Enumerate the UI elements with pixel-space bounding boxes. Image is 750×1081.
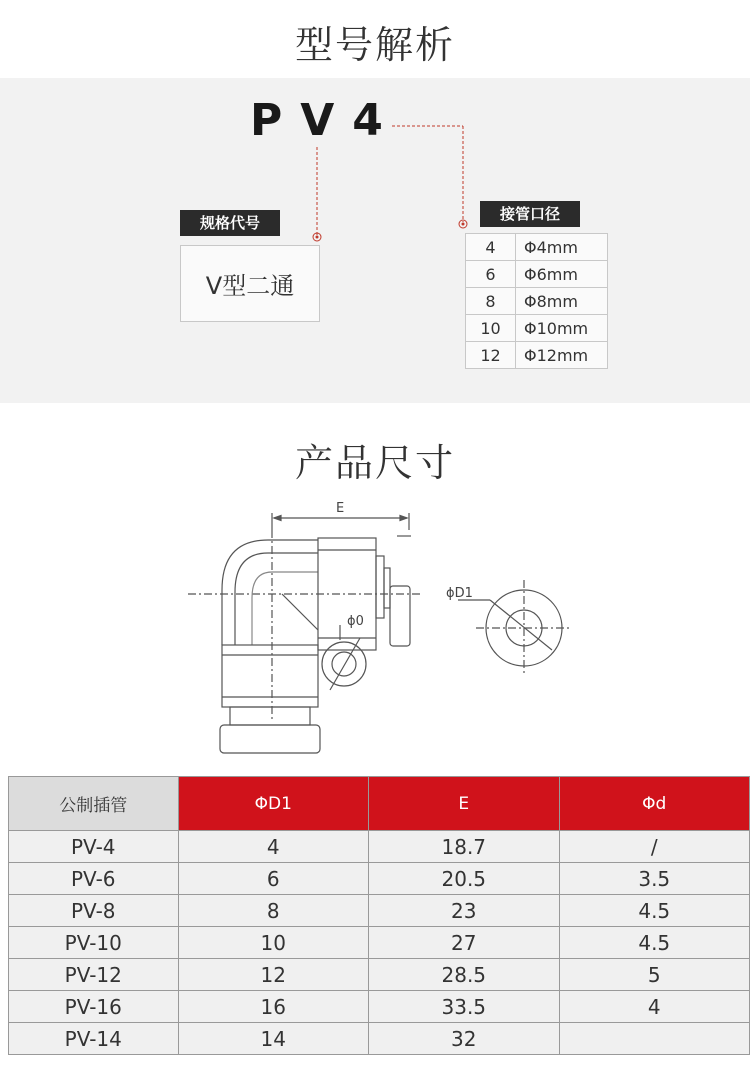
spec-value: V型二通 [205,272,295,300]
dimension-d1-label: ϕD1 [446,586,473,601]
spec-code-tag: 规格代号 [180,210,280,236]
table-row: PV-8 8 23 4.5 [9,895,750,927]
table-row: PV-4 4 18.7 / [9,831,750,863]
header-e: E [369,777,560,831]
table-row: 4 Φ4mm [466,234,608,261]
table-row: 8 Φ8mm [466,288,608,315]
table-row: PV-14 14 32 [9,1023,750,1055]
table-row: PV-12 12 28.5 5 [9,959,750,991]
product-dimensions-title: 产品尺寸 [294,441,455,485]
dimension-d-label: ϕ0 [347,614,364,629]
table-row: PV-16 16 33.5 4 [9,991,750,1023]
header-metric-tube: 公制插管 [9,777,179,831]
spec-value-box [180,245,320,322]
table-row: 6 Φ6mm [466,261,608,288]
header-d: Φd [559,777,749,831]
dimension-e-label: E [336,501,345,516]
header-d1: ΦD1 [178,777,368,831]
table-row: 12 Φ12mm [466,342,608,369]
diameter-tag: 接管口径 [480,201,580,227]
dimensions-table [8,776,750,1055]
model-analysis-title: 型号解析 [294,23,455,67]
diameter-table [465,233,608,369]
table-header-row [9,777,750,831]
table-row: PV-10 10 27 4.5 [9,927,750,959]
table-row: PV-6 6 20.5 3.5 [9,863,750,895]
table-row: 10 Φ10mm [466,315,608,342]
model-code: PV4 [250,95,401,146]
